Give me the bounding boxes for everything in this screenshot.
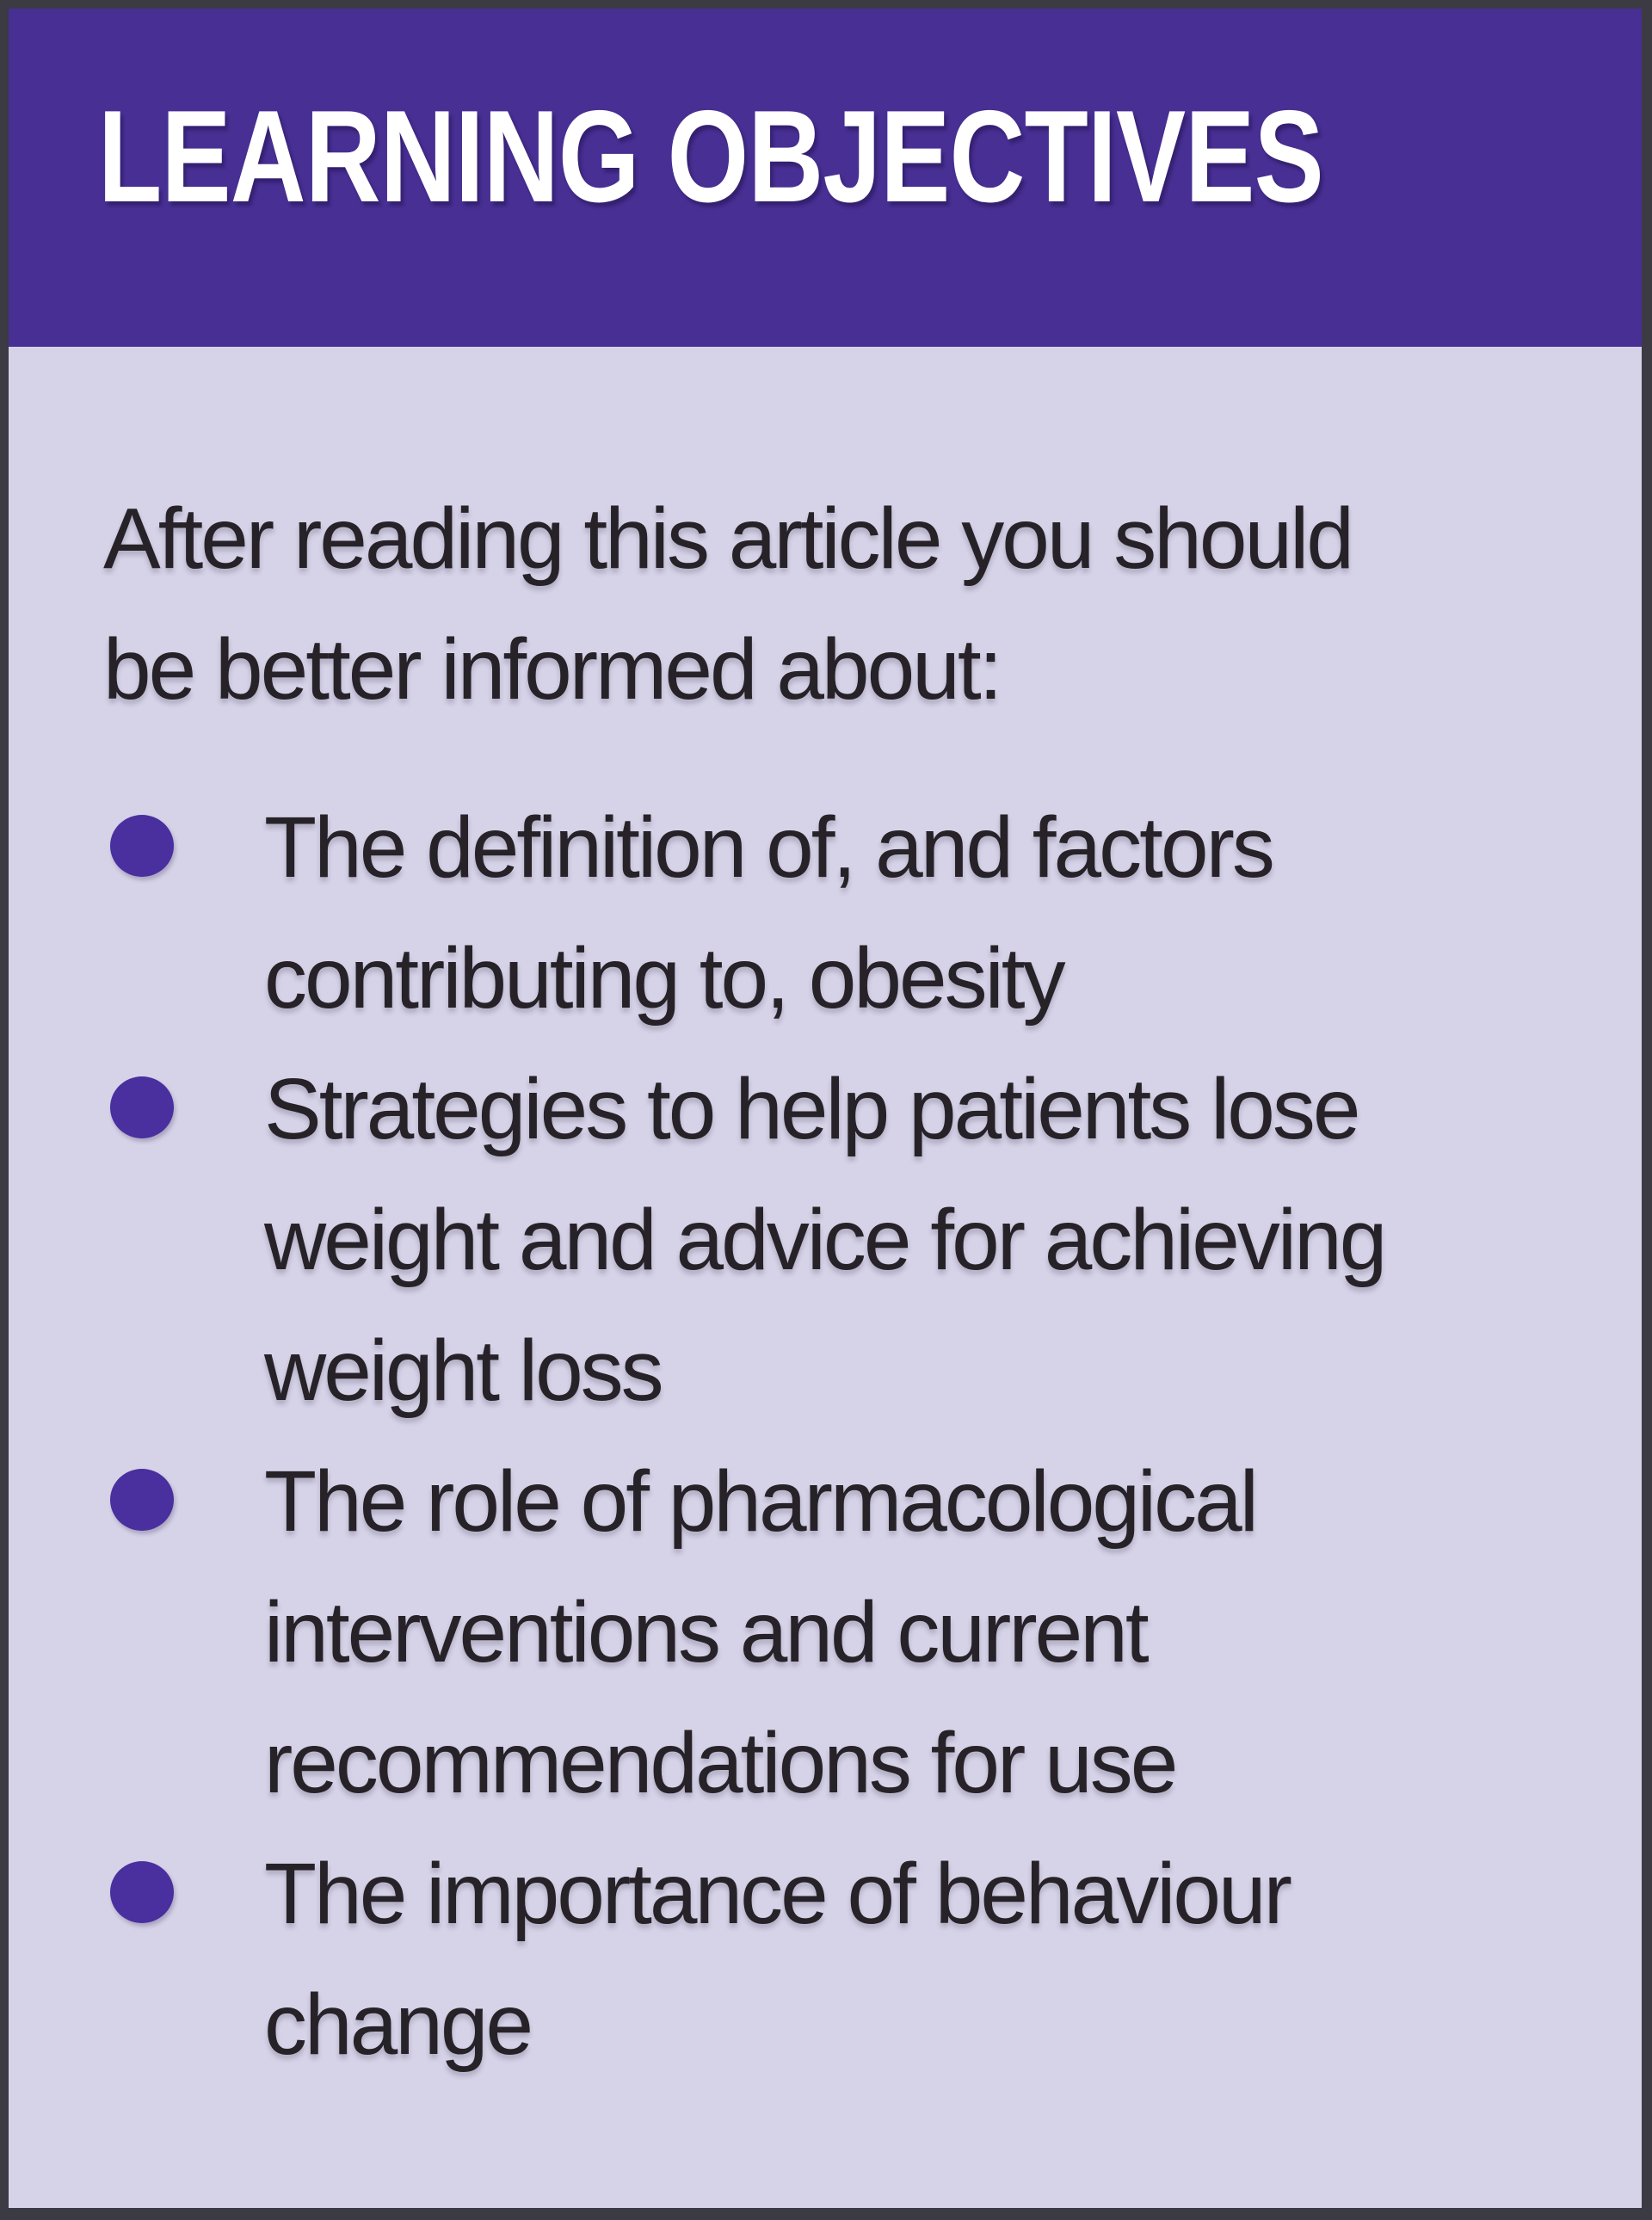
bullet-dot-icon <box>110 1076 174 1138</box>
page-title: LEARNING OBJECTIVES <box>98 83 1323 230</box>
header-band <box>9 9 1642 347</box>
objective-text: The importance of behaviour change <box>264 1846 1290 2073</box>
objectives-list <box>103 782 1616 2090</box>
objective-item <box>103 1044 1616 1436</box>
objective-text: Strategies to help patients lose weight and advice for achieving weight loss <box>264 1061 1385 1419</box>
objective-text: The role of pharmacological interventions and current recommendations for use <box>264 1453 1256 1811</box>
bullet-dot-icon <box>110 1469 174 1531</box>
body-panel <box>9 347 1642 2208</box>
objective-item <box>103 1436 1616 1828</box>
intro-text: After reading this article you should be better informed about: <box>103 490 1352 718</box>
objective-text: The definition of, and factors contributing to, obesity <box>264 799 1273 1027</box>
objective-item <box>103 1828 1616 2090</box>
objective-item <box>103 782 1616 1044</box>
bullet-dot-icon <box>110 1861 174 1923</box>
bullet-dot-icon <box>110 815 174 877</box>
